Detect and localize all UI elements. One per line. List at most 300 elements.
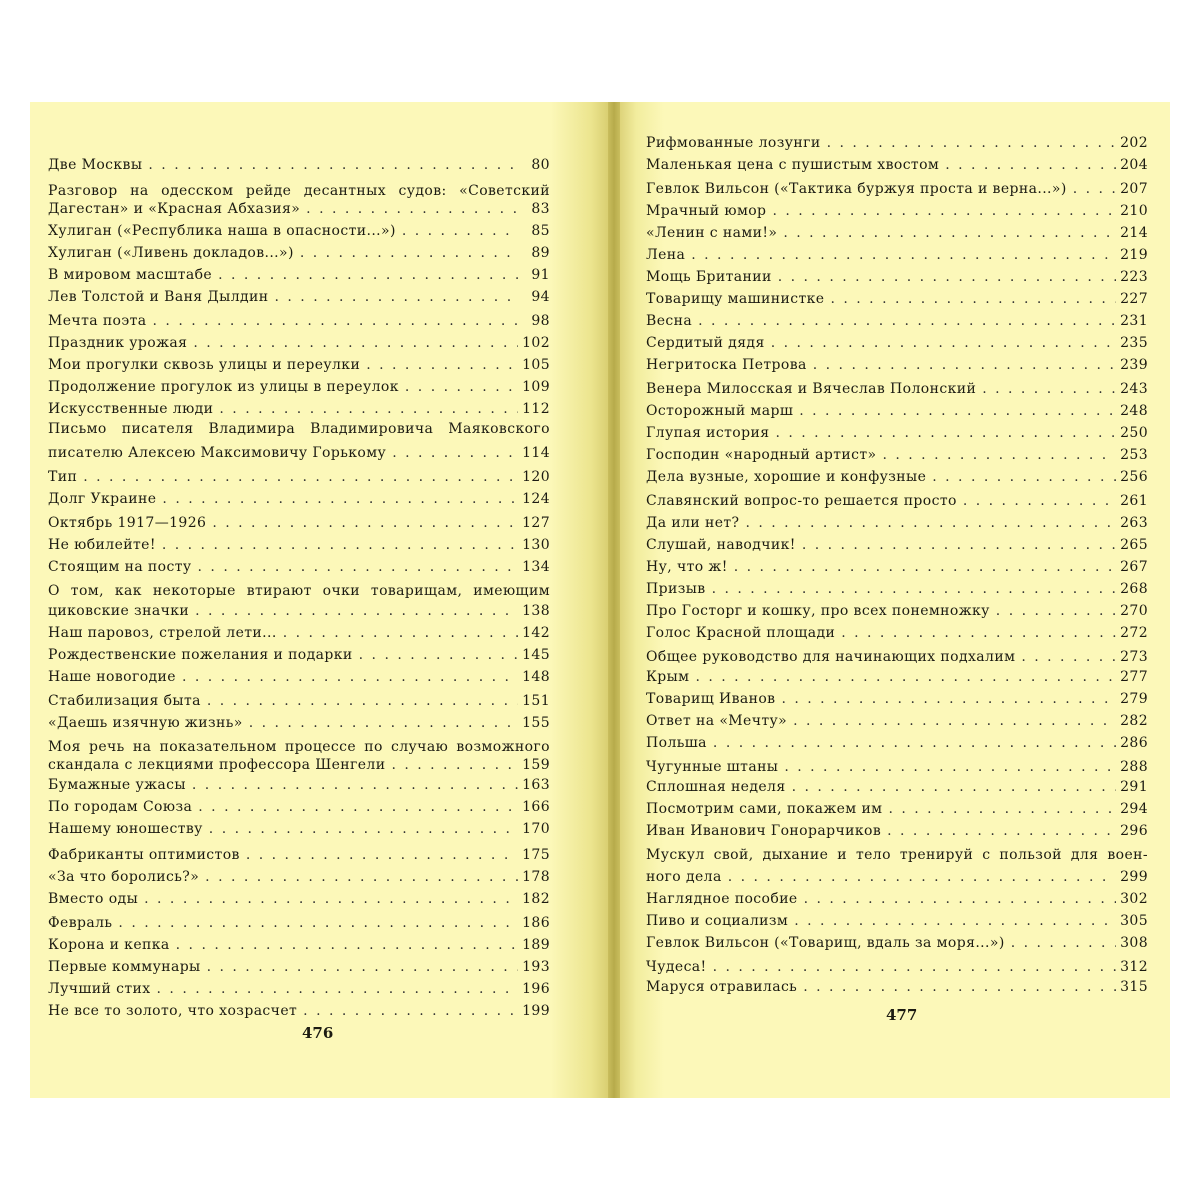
- toc-dot-leader: [775, 424, 1116, 442]
- toc-entry: [48, 444, 550, 462]
- toc-entry-title: В мировом масштабе: [48, 267, 213, 283]
- toc-entry-page-number: 282: [1120, 713, 1148, 729]
- toc-dot-leader: [402, 222, 518, 240]
- toc-entry-title: Призыв: [646, 581, 706, 597]
- toc-dot-leader: [698, 312, 1116, 330]
- toc-entry-page-number: 138: [522, 603, 550, 619]
- toc-entry: [48, 420, 550, 438]
- toc-entry-page-number: 142: [522, 625, 550, 641]
- toc-dot-leader: [827, 134, 1116, 152]
- toc-dot-leader: [784, 758, 1116, 776]
- toc-entry: [48, 378, 550, 396]
- toc-dot-leader: [887, 822, 1116, 840]
- toc-entry-page-number: 261: [1120, 493, 1148, 509]
- toc-dot-leader: [1073, 180, 1116, 198]
- open-book: [30, 102, 1170, 1098]
- toc-entry-title: Не все то золото, что хозрасчет: [48, 1003, 298, 1019]
- toc-entry-title: Гевлок Вильсон («Товарищ, вдаль за моря...»): [646, 935, 1005, 951]
- toc-entry-page-number: 102: [522, 335, 550, 351]
- toc-entry-title: Корона и кепка: [48, 937, 170, 953]
- toc-entry: [48, 668, 550, 686]
- toc-entry: [48, 156, 550, 174]
- toc-entry-page-number: 124: [522, 491, 550, 507]
- toc-entry-title: Товарищ Иванов: [646, 691, 776, 707]
- toc-entry-title: Чудеса!: [646, 959, 707, 975]
- toc-entry: [646, 690, 1148, 708]
- toc-dot-leader: [945, 156, 1116, 174]
- toc-entry-title: Наглядное пособие: [646, 891, 798, 907]
- toc-entry: [646, 402, 1148, 420]
- toc-dot-leader: [728, 868, 1116, 886]
- toc-dot-leader: [781, 690, 1116, 708]
- toc-entry: [646, 868, 1148, 886]
- toc-dot-leader: [772, 202, 1116, 220]
- toc-entry-page-number: 189: [522, 937, 550, 953]
- toc-entry-title: «Ленин с нами!»: [646, 225, 778, 241]
- toc-entry-title: Лена: [646, 247, 686, 263]
- toc-entry: [48, 846, 550, 864]
- toc-entry-title: Фабриканты оптимистов: [48, 847, 240, 863]
- toc-dot-leader: [713, 734, 1116, 752]
- toc-entry-page-number: 80: [531, 157, 550, 173]
- toc-entry-page-number: 134: [522, 559, 550, 575]
- toc-entry-title: Стоящим на посту: [48, 559, 192, 575]
- toc-entry: [646, 514, 1148, 532]
- toc-entry-page-number: 105: [522, 357, 550, 373]
- toc-entry-page-number: 272: [1120, 625, 1148, 641]
- toc-entry-title: Бумажные ужасы: [48, 777, 186, 793]
- toc-entry: [48, 958, 550, 976]
- toc-entry-page-number: 214: [1120, 225, 1148, 241]
- toc-entry-title: Маленькая цена с пушистым хвостом: [646, 157, 940, 173]
- toc-entry: [48, 334, 550, 352]
- toc-dot-leader: [802, 536, 1116, 554]
- toc-entry-page-number: 182: [522, 891, 550, 907]
- toc-dot-leader: [712, 580, 1116, 598]
- toc-entry-page-number: 120: [522, 469, 550, 485]
- toc-dot-leader: [162, 490, 518, 508]
- toc-entry-page-number: 286: [1120, 735, 1148, 751]
- toc-entry-page-number: 94: [531, 289, 550, 305]
- toc-entry-title: Славянский вопрос-то решается просто: [646, 493, 957, 509]
- toc-entry: [48, 914, 550, 932]
- toc-entry-title: Глупая история: [646, 425, 770, 441]
- toc-entry: [646, 890, 1148, 908]
- toc-entry-title: Не юбилейте!: [48, 537, 156, 553]
- toc-entry: [48, 468, 550, 486]
- toc-entry-page-number: 227: [1120, 291, 1148, 307]
- toc-entry-page-number: 186: [522, 915, 550, 931]
- toc-entry: [48, 244, 550, 262]
- toc-entry: [646, 958, 1148, 976]
- toc-entry: [48, 714, 550, 732]
- toc-entry-page-number: 114: [522, 445, 550, 461]
- toc-entry: [646, 468, 1148, 486]
- toc-entry: [48, 182, 550, 200]
- toc-entry-page-number: 196: [522, 981, 550, 997]
- toc-entry: [48, 936, 550, 954]
- toc-dot-leader: [198, 798, 518, 816]
- toc-entry-title: Крым: [646, 669, 690, 685]
- toc-dot-leader: [745, 514, 1116, 532]
- toc-entry: [646, 268, 1148, 286]
- toc-entry-title: Про Госторг и кошку, про всех понемножку: [646, 603, 990, 619]
- toc-entry-title: Негритоска Петрова: [646, 357, 807, 373]
- toc-entry-title: скандала с лекциями профессора Шенгели: [48, 757, 386, 773]
- toc-entry: [48, 820, 550, 838]
- toc-entry: [48, 222, 550, 240]
- toc-entry: [48, 200, 550, 218]
- toc-entry-page-number: 279: [1120, 691, 1148, 707]
- page-number: 476: [302, 1024, 334, 1042]
- toc-entry-title: Мечта поэта: [48, 313, 147, 329]
- toc-entry-title: писателю Алексею Максимовичу Горькому: [48, 445, 387, 461]
- toc-entry-title: Продолжение прогулок из улицы в переулок: [48, 379, 399, 395]
- toc-entry: [646, 202, 1148, 220]
- toc-entry: [646, 356, 1148, 374]
- toc-entry-page-number: 199: [522, 1003, 550, 1019]
- toc-entry-page-number: 265: [1120, 537, 1148, 553]
- toc-entry-page-number: 312: [1120, 959, 1148, 975]
- toc-entry-page-number: 305: [1120, 913, 1148, 929]
- toc-entry-title: Долг Украине: [48, 491, 157, 507]
- toc-dot-leader: [205, 868, 518, 886]
- toc-entry-title: Гевлок Вильсон («Тактика буржуя проста и верна...»): [646, 181, 1067, 197]
- toc-dot-leader: [359, 646, 518, 664]
- toc-entry-title: Мои прогулки сквозь улицы и переулки: [48, 357, 361, 373]
- toc-entry-title: Рождественские пожелания и подарки: [48, 647, 353, 663]
- toc-entry: [646, 668, 1148, 686]
- toc-entry-title: Да или нет?: [646, 515, 740, 531]
- toc-dot-leader: [153, 312, 518, 330]
- toc-entry-page-number: 308: [1120, 935, 1148, 951]
- toc-entry: [646, 734, 1148, 752]
- toc-entry-title: Сплошная неделя: [646, 779, 786, 795]
- toc-entry: [646, 602, 1148, 620]
- toc-entry-title: Товарищу машинистке: [646, 291, 825, 307]
- toc-entry-title: Дела вузные, хорошие и конфузные: [646, 469, 927, 485]
- toc-dot-leader: [888, 800, 1116, 818]
- toc-dot-leader: [366, 356, 518, 374]
- toc-entry: [646, 224, 1148, 242]
- toc-entry-page-number: 170: [522, 821, 550, 837]
- toc-entry-page-number: 151: [522, 693, 550, 709]
- toc-entry-page-number: 178: [522, 869, 550, 885]
- toc-dot-leader: [932, 468, 1116, 486]
- toc-entry-page-number: 91: [531, 267, 550, 283]
- toc-entry-title: Голос Красной площади: [646, 625, 836, 641]
- toc-entry-page-number: 268: [1120, 581, 1148, 597]
- toc-entry-title: Осторожный марш: [646, 403, 794, 419]
- toc-entry-title: О том, как некоторые втирают очки товарищам, имеющим: [48, 583, 550, 599]
- toc-dot-leader: [218, 266, 518, 284]
- toc-entry: [48, 624, 550, 642]
- toc-entry-title: Маруся отравилась: [646, 979, 798, 995]
- toc-entry-page-number: 294: [1120, 801, 1148, 817]
- toc-entry: [48, 980, 550, 998]
- toc-entry-page-number: 207: [1120, 181, 1148, 197]
- toc-entry-title: Ну, что ж!: [646, 559, 728, 575]
- left-page: [30, 102, 608, 1098]
- toc-dot-leader: [303, 1002, 518, 1020]
- toc-entry: [48, 312, 550, 330]
- toc-dot-leader: [794, 912, 1116, 930]
- toc-entry: [646, 624, 1148, 642]
- toc-entry: [646, 424, 1148, 442]
- toc-entry: [48, 356, 550, 374]
- toc-entry-title: Хулиган («Республика наша в опасности...»): [48, 223, 396, 239]
- toc-dot-leader: [799, 402, 1116, 420]
- toc-entry-page-number: 239: [1120, 357, 1148, 373]
- toc-entry-title: Мускул свой, дыхание и тело тренируй с пользой для воен-: [646, 847, 1148, 863]
- toc-entry: [48, 514, 550, 532]
- toc-dot-leader: [283, 624, 518, 642]
- toc-entry-title: Разговор на одесском рейде десантных судов: «Советский: [48, 183, 550, 199]
- toc-entry-title: Октябрь 1917—1926: [48, 515, 207, 531]
- toc-dot-leader: [209, 820, 518, 838]
- toc-entry-page-number: 253: [1120, 447, 1148, 463]
- toc-dot-leader: [306, 200, 518, 218]
- toc-entry-page-number: 127: [522, 515, 550, 531]
- toc-dot-leader: [212, 514, 518, 532]
- toc-entry: [48, 288, 550, 306]
- toc-entry-title: По городам Союза: [48, 799, 193, 815]
- toc-entry-page-number: 85: [531, 223, 550, 239]
- toc-entry-page-number: 83: [531, 201, 550, 217]
- toc-entry-page-number: 250: [1120, 425, 1148, 441]
- toc-entry-page-number: 175: [522, 847, 550, 863]
- toc-entry: [646, 156, 1148, 174]
- toc-entry-page-number: 98: [531, 313, 550, 329]
- toc-dot-leader: [778, 268, 1116, 286]
- toc-dot-leader: [695, 668, 1116, 686]
- toc-entry-title: «За что боролись?»: [48, 869, 200, 885]
- toc-dot-leader: [157, 980, 518, 998]
- toc-entry: [48, 798, 550, 816]
- toc-dot-leader: [813, 356, 1116, 374]
- toc-entry: [48, 738, 550, 756]
- toc-entry: [48, 646, 550, 664]
- toc-entry: [646, 446, 1148, 464]
- toc-dot-leader: [1011, 934, 1116, 952]
- toc-dot-leader: [405, 378, 518, 396]
- toc-dot-leader: [996, 602, 1116, 620]
- toc-entry-page-number: 315: [1120, 979, 1148, 995]
- toc-entry-page-number: 145: [522, 647, 550, 663]
- toc-entry-page-number: 155: [522, 715, 550, 731]
- toc-dot-leader: [207, 692, 518, 710]
- toc-dot-leader: [691, 246, 1116, 264]
- toc-entry: [48, 558, 550, 576]
- toc-entry: [646, 846, 1148, 864]
- toc-dot-leader: [249, 714, 518, 732]
- toc-entry: [646, 180, 1148, 198]
- toc-dot-leader: [144, 890, 518, 908]
- toc-entry-title: Моя речь на показательном процессе по случаю возможного: [48, 739, 550, 755]
- toc-entry-title: Слушай, наводчик!: [646, 537, 796, 553]
- toc-entry-title: Чугунные штаны: [646, 759, 779, 775]
- toc-dot-leader: [83, 468, 518, 486]
- toc-entry: [48, 266, 550, 284]
- toc-entry-page-number: 235: [1120, 335, 1148, 351]
- toc-dot-leader: [830, 290, 1116, 308]
- toc-dot-leader: [275, 288, 519, 306]
- toc-dot-leader: [195, 602, 518, 620]
- toc-dot-leader: [804, 890, 1116, 908]
- toc-entry-page-number: 270: [1120, 603, 1148, 619]
- toc-entry-title: Вместо оды: [48, 891, 139, 907]
- toc-entry-page-number: 193: [522, 959, 550, 975]
- toc-entry: [646, 822, 1148, 840]
- toc-entry: [646, 758, 1148, 776]
- toc-entry-page-number: 248: [1120, 403, 1148, 419]
- toc-entry: [646, 934, 1148, 952]
- toc-entry: [646, 134, 1148, 152]
- toc-dot-leader: [182, 668, 518, 686]
- toc-entry: [646, 492, 1148, 510]
- toc-dot-leader: [219, 400, 518, 418]
- toc-entry-title: Праздник урожая: [48, 335, 188, 351]
- toc-entry-title: Стабилизация быта: [48, 693, 201, 709]
- toc-entry: [48, 692, 550, 710]
- toc-entry: [646, 712, 1148, 730]
- toc-entry-page-number: 89: [531, 245, 550, 261]
- toc-entry-page-number: 299: [1120, 869, 1148, 885]
- toc-entry: [646, 290, 1148, 308]
- toc-entry: [48, 1002, 550, 1020]
- toc-entry-title: Нашему юношеству: [48, 821, 203, 837]
- toc-dot-leader: [176, 936, 518, 954]
- toc-dot-leader: [783, 224, 1116, 242]
- toc-entry-title: Лучший стих: [48, 981, 151, 997]
- toc-entry: [48, 582, 550, 600]
- toc-dot-leader: [882, 446, 1116, 464]
- toc-entry-page-number: 210: [1120, 203, 1148, 219]
- toc-dot-leader: [392, 444, 518, 462]
- toc-entry-page-number: 288: [1120, 759, 1148, 775]
- book-gutter: [608, 102, 620, 1098]
- toc-entry-title: Тип: [48, 469, 78, 485]
- toc-entry-page-number: 148: [522, 669, 550, 685]
- toc-dot-leader: [982, 380, 1116, 398]
- toc-entry-title: Мощь Британии: [646, 269, 772, 285]
- toc-entry-page-number: 159: [522, 757, 550, 773]
- toc-entry: [48, 400, 550, 418]
- toc-entry-title: Ответ на «Мечту»: [646, 713, 788, 729]
- toc-entry-page-number: 296: [1120, 823, 1148, 839]
- toc-entry-page-number: 223: [1120, 269, 1148, 285]
- toc-entry: [646, 912, 1148, 930]
- toc-dot-leader: [391, 756, 518, 774]
- toc-entry-page-number: 256: [1120, 469, 1148, 485]
- toc-entry-title: Рифмованные лозунги: [646, 135, 821, 151]
- toc-entry-page-number: 291: [1120, 779, 1148, 795]
- toc-entry-page-number: 163: [522, 777, 550, 793]
- toc-entry: [646, 334, 1148, 352]
- toc-entry-page-number: 263: [1120, 515, 1148, 531]
- toc-entry-title: Весна: [646, 313, 693, 329]
- toc-entry: [646, 536, 1148, 554]
- toc-entry-title: ного дела: [646, 869, 722, 885]
- right-page: [620, 102, 1170, 1098]
- toc-entry-page-number: 109: [522, 379, 550, 395]
- toc-dot-leader: [246, 846, 518, 864]
- toc-entry: [646, 580, 1148, 598]
- page-number: 477: [886, 1006, 918, 1024]
- toc-entry-title: циковские значки: [48, 603, 190, 619]
- toc-entry-page-number: 130: [522, 537, 550, 553]
- toc-dot-leader: [713, 958, 1116, 976]
- toc-entry: [646, 778, 1148, 796]
- toc-dot-leader: [803, 978, 1116, 996]
- toc-entry-title: Искусственные люди: [48, 401, 214, 417]
- toc-entry-title: Хулиган («Ливень докладов...»): [48, 245, 294, 261]
- toc-entry: [646, 246, 1148, 264]
- toc-entry-page-number: 204: [1120, 157, 1148, 173]
- toc-entry-title: Мрачный юмор: [646, 203, 767, 219]
- toc-dot-leader: [963, 492, 1116, 510]
- toc-dot-leader: [792, 778, 1116, 796]
- toc-entry-title: Февраль: [48, 915, 113, 931]
- toc-entry-title: «Даешь изячную жизнь»: [48, 715, 243, 731]
- toc-entry-title: Общее руководство для начинающих подхалим: [646, 649, 1016, 665]
- toc-entry-page-number: 243: [1120, 381, 1148, 397]
- toc-entry-page-number: 231: [1120, 313, 1148, 329]
- toc-dot-leader: [1021, 648, 1116, 666]
- toc-entry-title: Иван Иванович Гонорарчиков: [646, 823, 882, 839]
- toc-entry: [48, 868, 550, 886]
- toc-entry-page-number: 202: [1120, 135, 1148, 151]
- toc-entry-page-number: 112: [522, 401, 550, 417]
- toc-dot-leader: [198, 558, 518, 576]
- toc-entry: [48, 602, 550, 620]
- toc-entry-page-number: 273: [1120, 649, 1148, 665]
- toc-entry-title: Лев Толстой и Ваня Дылдин: [48, 289, 269, 305]
- toc-entry: [646, 380, 1148, 398]
- toc-entry-title: Пиво и социализм: [646, 913, 789, 929]
- toc-entry-page-number: 277: [1120, 669, 1148, 685]
- toc-entry-page-number: 267: [1120, 559, 1148, 575]
- toc-entry-title: Посмотрим сами, покажем им: [646, 801, 883, 817]
- toc-entry-title: Две Москвы: [48, 157, 143, 173]
- toc-entry-title: Письмо писателя Владимира Владимировича Маяковского: [48, 421, 550, 437]
- toc-entry: [48, 536, 550, 554]
- toc-entry-title: Наш паровоз, стрелой лети...: [48, 625, 277, 641]
- toc-dot-leader: [734, 558, 1116, 576]
- toc-entry: [646, 978, 1148, 996]
- toc-entry: [646, 648, 1148, 666]
- toc-entry-title: Дагестан» и «Красная Абхазия»: [48, 201, 301, 217]
- toc-dot-leader: [841, 624, 1116, 642]
- toc-entry-page-number: 166: [522, 799, 550, 815]
- toc-entry-title: Наше новогодие: [48, 669, 176, 685]
- toc-entry-page-number: 219: [1120, 247, 1148, 263]
- toc-entry-title: Первые коммунары: [48, 959, 201, 975]
- toc-entry-title: Господин «народный артист»: [646, 447, 877, 463]
- toc-entry: [48, 756, 550, 774]
- toc-entry: [48, 890, 550, 908]
- toc-entry: [646, 800, 1148, 818]
- toc-entry: [646, 312, 1148, 330]
- toc-dot-leader: [300, 244, 518, 262]
- toc-entry: [646, 558, 1148, 576]
- toc-dot-leader: [192, 776, 518, 794]
- toc-dot-leader: [771, 334, 1116, 352]
- toc-dot-leader: [162, 536, 518, 554]
- toc-dot-leader: [207, 958, 518, 976]
- toc-entry-title: Венера Милосская и Вячеслав Полонский: [646, 381, 977, 397]
- toc-dot-leader: [793, 712, 1116, 730]
